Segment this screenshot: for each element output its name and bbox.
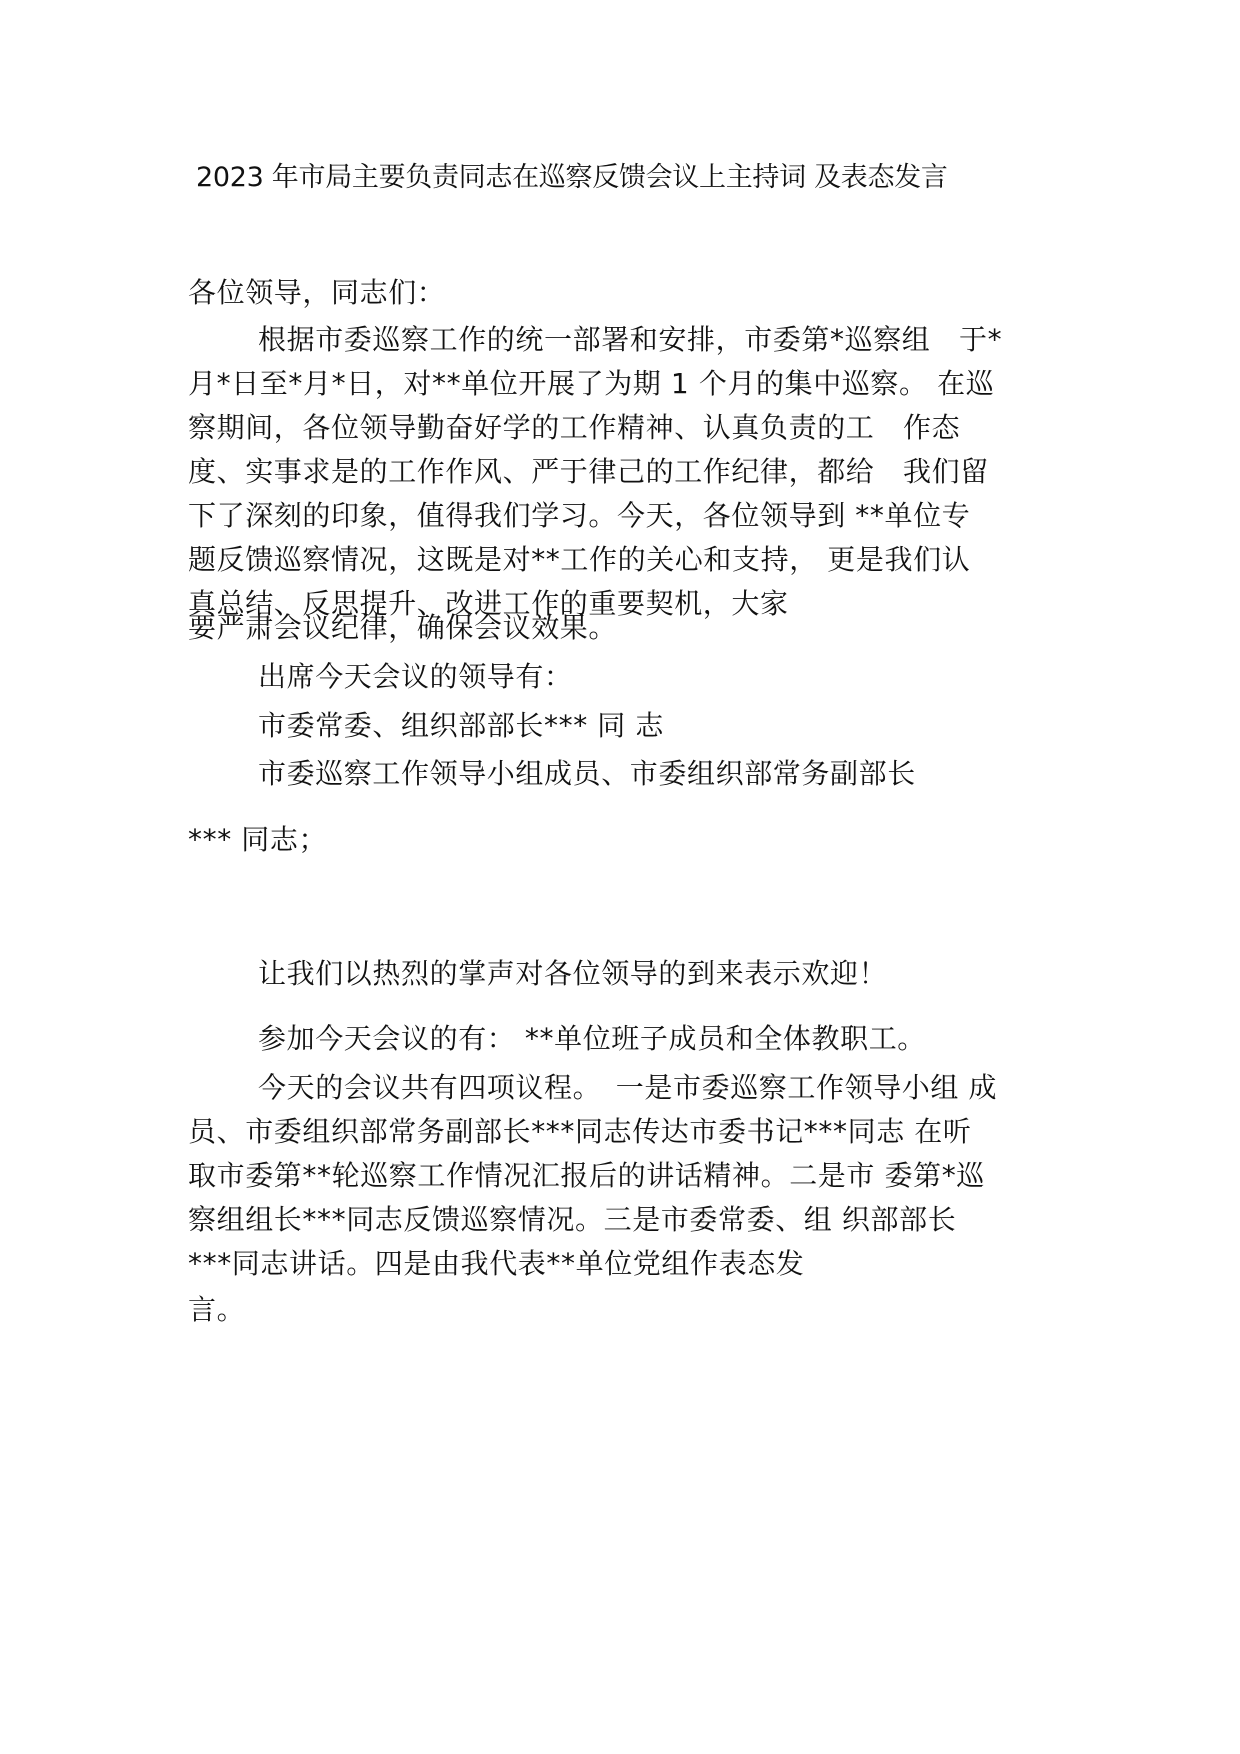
paragraph-line: 取市委第**轮巡察工作情况汇报后的讲话精神。二是市 委第*巡 — [188, 1159, 985, 1192]
attendee-2 — [188, 752, 1068, 796]
paragraph-line: 察组组长***同志反馈巡察情况。三是市委常委、组 织部部长 — [188, 1203, 957, 1236]
paragraph-line: 今天的会议共有四项议程。 一是市委巡察工作领导小组 成 — [258, 1071, 998, 1104]
paragraph-line: 察期间，各位领导勤奋好学的工作精神、认真负责的工 作态 — [188, 411, 961, 444]
paragraph-line: *** 同志； — [188, 823, 328, 856]
paragraph-line: 参加今天会议的有： **单位班子成员和全体教职工。 — [258, 1022, 926, 1055]
agenda-end — [188, 1288, 1068, 1332]
paragraph-line: 题反馈巡察情况，这既是对**工作的关心和支持， 更是我们认 — [188, 543, 971, 576]
paragraph-line: 市委巡察工作领导小组成员、市委组织部常务副部长 — [258, 757, 916, 790]
salutation — [188, 271, 1068, 315]
paragraph-line: 下了深刻的印象，值得我们学习。今天，各位领导到 **单位专 — [188, 499, 971, 532]
paragraph-line: 言。 — [188, 1293, 246, 1326]
paragraph-line: 员、市委组织部常务副部长***同志传达市委书记***同志 在听 — [188, 1115, 972, 1148]
paragraph-line: 度、实事求是的工作作风、严于律己的工作纪律，都给 我们留 — [188, 455, 989, 488]
paragraph-intro — [188, 318, 1068, 626]
welcome — [188, 952, 1068, 996]
participants — [188, 1017, 1068, 1061]
paragraph-line: 真总结、反思提升、改进工作的重要契机，大家 — [188, 587, 789, 620]
salutation-text: 各位领导，同志们： — [188, 276, 446, 309]
paragraph-line: 根据市委巡察工作的统一部署和安排，市委第*巡察组 于* — [258, 323, 1003, 356]
paragraph-line: ***同志讲话。四是由我代表**单位党组作表态发 — [188, 1247, 805, 1280]
paragraph-line: 要严肃会议纪律，确保会议效果。 — [188, 611, 618, 644]
agenda — [188, 1066, 1068, 1286]
paragraph-line: 让我们以热烈的掌声对各位领导的到来表示欢迎！ — [258, 957, 888, 990]
attendee-2-end — [188, 818, 1068, 862]
attendee-1 — [188, 704, 1068, 748]
paragraph-line: 市委常委、组织部部长*** 同 志 — [258, 709, 665, 742]
document-title: 2023 年市局主要负责同志在巡察反馈会议上主持词 及表态发言 — [196, 162, 948, 193]
paragraph-intro-end — [188, 606, 1068, 650]
paragraph-line: 出席今天会议的领导有： — [258, 660, 573, 693]
attendees-intro — [188, 655, 1068, 699]
paragraph-line: 月*日至*月*日，对**单位开展了为期 1 个月的集中巡察。 在巡 — [188, 367, 995, 400]
